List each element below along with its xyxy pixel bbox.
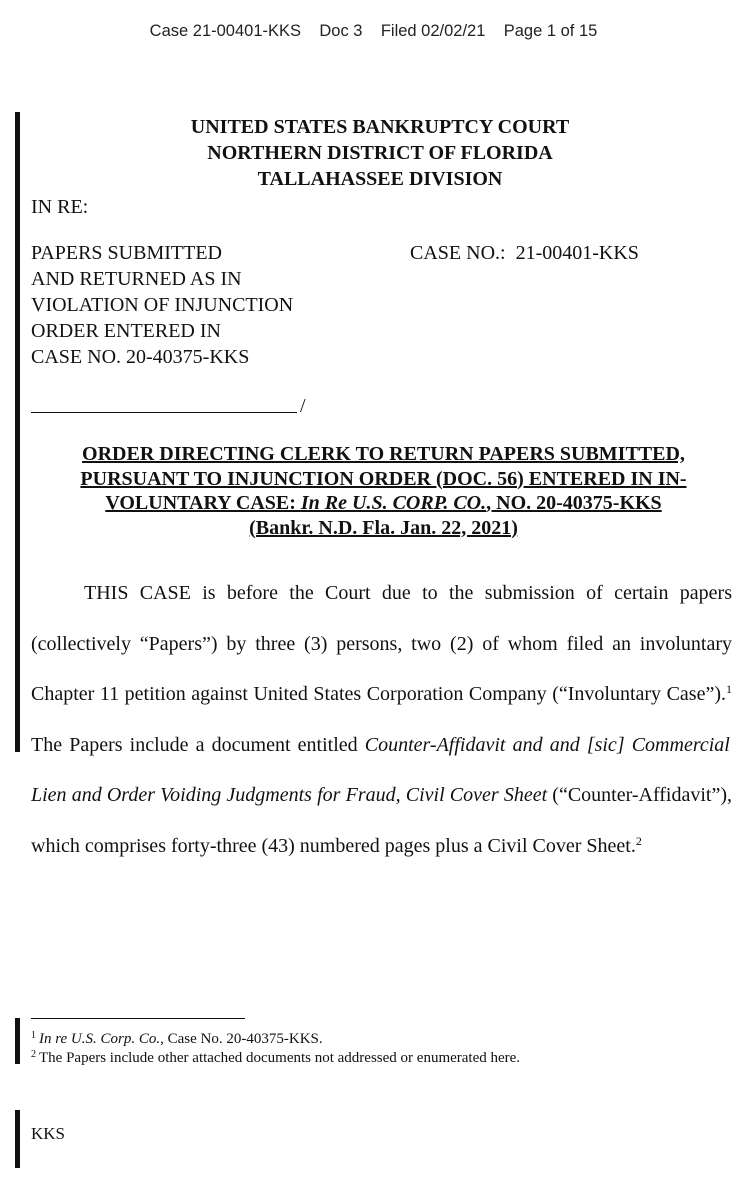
footnote-text: The Papers include other attached documents not addressed or enumerated here.	[39, 1050, 521, 1066]
footnote-text: , Case No. 20-40375-KKS.	[160, 1031, 323, 1047]
document-title-italic: Counter-Affidavit and and [sic] Commercial Lien and Order Voiding Judgments for Fraud, Civil Cover Sheet	[31, 733, 730, 806]
caption-line: ORDER ENTERED IN	[31, 320, 221, 342]
header-case: Case 21-00401-KKS	[149, 22, 302, 40]
title-text: VOLUNTARY CASE:	[105, 492, 301, 514]
margin-bar	[15, 1018, 20, 1064]
case-caption	[31, 240, 293, 370]
footnote-ref: 2	[635, 833, 642, 848]
footnote-case-italic: In re U.S. Corp. Co.	[39, 1031, 161, 1047]
case-name-italic: In Re U.S. CORP. CO.	[300, 492, 487, 514]
header-doc: Doc 3	[319, 22, 363, 40]
caption-line: PAPERS SUBMITTED	[31, 242, 222, 264]
title-line: ORDER DIRECTING CLERK TO RETURN PAPERS SUBMITTED,	[82, 443, 685, 465]
title-line: PURSUANT TO INJUNCTION ORDER (DOC. 56) ENTERED IN IN-	[80, 467, 687, 490]
in-re-label: IN RE:	[31, 196, 89, 218]
title-line: (Bankr. N.D. Fla. Jan. 22, 2021)	[249, 516, 518, 539]
body-paragraph	[31, 568, 732, 871]
footnote	[31, 1029, 323, 1049]
page-header	[0, 22, 747, 41]
court-heading	[0, 114, 747, 192]
body-text: THIS CASE is before the Court due to the submission of certain papers (collectively “Papers”) by three (3) persons, two (2) of whom filed an involuntary Chapter 11 petition against United States Corporation Company (“Involuntary Case”).	[31, 582, 732, 705]
margin-bar	[15, 1110, 20, 1168]
case-number-label: CASE NO.:	[410, 242, 506, 264]
body-text: (“Counter-Affidavit”), which comprises forty-three (43) numbered pages plus a Civil Cover Sheet.	[31, 784, 733, 857]
footnote-ref: 1	[726, 682, 732, 696]
caption-line: AND RETURNED AS IN	[31, 268, 242, 290]
caption-divider-line	[31, 412, 297, 413]
footnote-number: 2	[31, 1049, 36, 1060]
title-text: , NO. 20-40375-KKS	[486, 492, 662, 514]
court-name: UNITED STATES BANKRUPTCY COURT	[190, 116, 570, 138]
order-body	[31, 568, 732, 871]
caption-divider-slash: /	[300, 395, 306, 417]
case-number	[410, 240, 639, 266]
footnote	[31, 1048, 520, 1068]
court-division: TALLAHASSEE DIVISION	[257, 168, 503, 190]
header-filed: Filed 02/02/21	[380, 22, 486, 40]
title-line	[20, 491, 747, 516]
body-text: The Papers include a document entitled	[31, 733, 365, 756]
case-number-value: 21-00401-KKS	[515, 242, 639, 264]
court-district: NORTHERN DISTRICT OF FLORIDA	[207, 142, 553, 164]
header-page: Page 1 of 15	[503, 22, 598, 40]
caption-line: CASE NO. 20-40375-KKS	[31, 346, 250, 368]
footnote-separator	[31, 1018, 245, 1019]
margin-bar	[15, 112, 20, 752]
footnote-number: 1	[31, 1030, 36, 1041]
order-title	[20, 442, 747, 540]
judge-initials: KKS	[31, 1124, 66, 1143]
caption-line: VIOLATION OF INJUNCTION	[31, 294, 294, 316]
